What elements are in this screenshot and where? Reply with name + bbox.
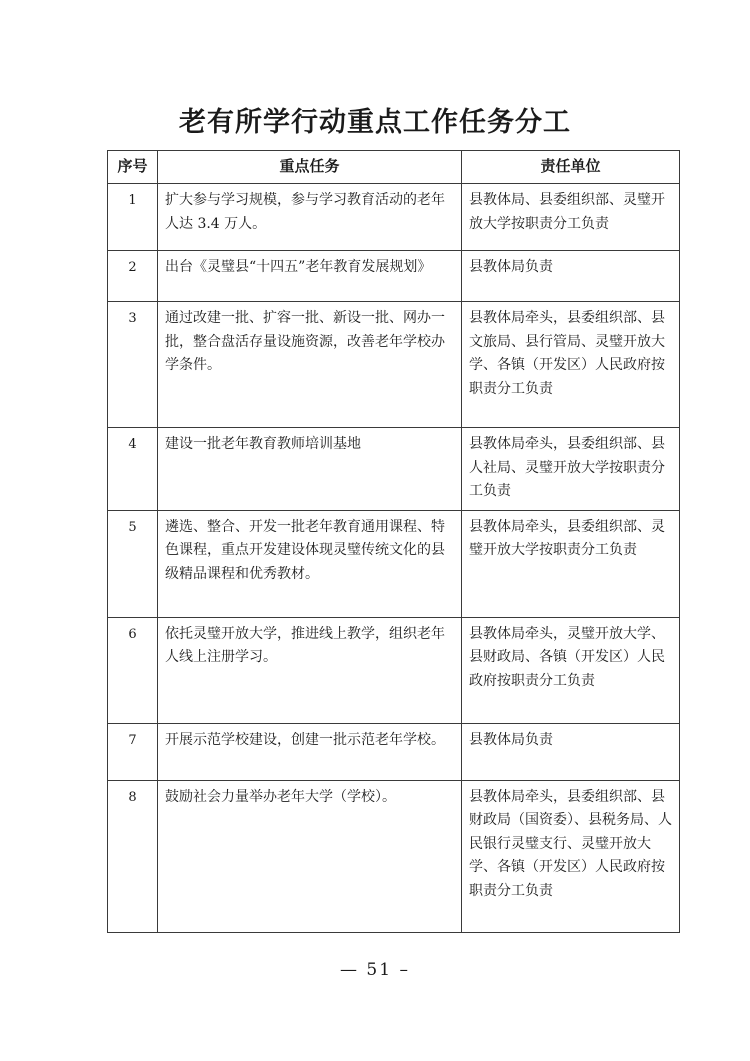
- table-row: [108, 302, 680, 428]
- row-number: 1: [108, 184, 158, 251]
- row-task: 建设一批老年教育教师培训基地: [158, 428, 462, 511]
- row-number: 5: [108, 510, 158, 617]
- table-row: [108, 251, 680, 302]
- table-row: [108, 184, 680, 251]
- row-unit: 县教体局负责: [462, 723, 680, 780]
- header-number: 序号: [108, 151, 158, 184]
- table-row: [108, 780, 680, 932]
- row-task: 依托灵璧开放大学，推进线上教学，组织老年人线上注册学习。: [158, 617, 462, 723]
- row-task: 通过改建一批、扩容一批、新设一批、网办一批，整合盘活存量设施资源，改善老年学校办学条件。: [158, 302, 462, 428]
- row-number: 6: [108, 617, 158, 723]
- page-number: — 51 –: [340, 960, 410, 980]
- row-task: 遴选、整合、开发一批老年教育通用课程、特色课程，重点开发建设体现灵璧传统文化的县级精品课程和优秀教材。: [158, 510, 462, 617]
- row-number: 2: [108, 251, 158, 302]
- row-unit: 县教体局牵头，县委组织部、县文旅局、县行管局、灵璧开放大学、各镇（开发区）人民政府按职责分工负责: [462, 302, 680, 428]
- row-task: 扩大参与学习规模，参与学习教育活动的老年人达 3.4 万人。: [158, 184, 462, 251]
- row-number: 7: [108, 723, 158, 780]
- row-number: 8: [108, 780, 158, 932]
- document-title: 老有所学行动重点工作任务分工: [179, 107, 571, 138]
- table-row: [108, 510, 680, 617]
- table-row: [108, 723, 680, 780]
- row-unit: 县教体局牵头，县委组织部、县人社局、灵璧开放大学按职责分工负责: [462, 428, 680, 511]
- header-unit: 责任单位: [462, 151, 680, 184]
- row-task: 出台《灵璧县“十四五”老年教育发展规划》: [158, 251, 462, 302]
- row-unit: 县教体局、县委组织部、灵璧开放大学按职责分工负责: [462, 184, 680, 251]
- table-row: [108, 617, 680, 723]
- row-unit: 县教体局牵头，县委组织部、县财政局（国资委）、县税务局、人民银行灵璧支行、灵璧开放大学、各镇（开发区）人民政府按职责分工负责: [462, 780, 680, 932]
- task-table: [107, 150, 680, 933]
- row-unit: 县教体局牵头，县委组织部、灵璧开放大学按职责分工负责: [462, 510, 680, 617]
- row-task: 鼓励社会力量举办老年大学（学校）。: [158, 780, 462, 932]
- row-task: 开展示范学校建设，创建一批示范老年学校。: [158, 723, 462, 780]
- row-number: 4: [108, 428, 158, 511]
- row-unit: 县教体局牵头，灵璧开放大学、县财政局、各镇（开发区）人民政府按职责分工负责: [462, 617, 680, 723]
- row-unit: 县教体局负责: [462, 251, 680, 302]
- row-number: 3: [108, 302, 158, 428]
- table-row: [108, 428, 680, 511]
- table-header-row: [108, 151, 680, 184]
- header-task: 重点任务: [158, 151, 462, 184]
